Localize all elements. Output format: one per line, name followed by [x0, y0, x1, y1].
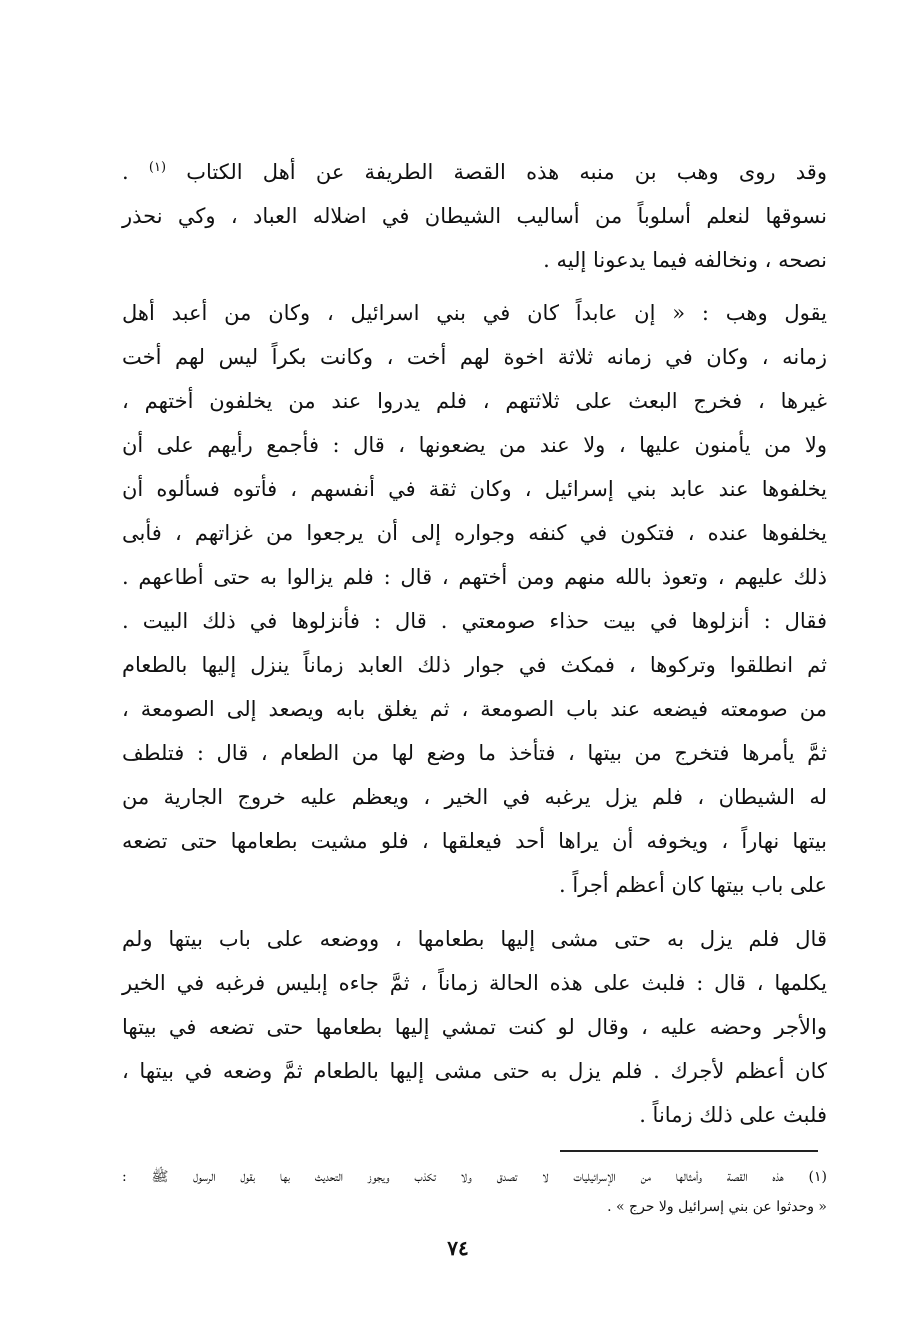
footnote	[122, 1162, 827, 1222]
paragraph-2-line: على باب بيتها كان أعظم أجراً .	[559, 873, 827, 897]
paragraph-2-line: غيرها ، فخرج البعث على ثلاثتهم ، فلم يدروا عند من يخلفون أختهم ،	[122, 389, 827, 413]
paragraph-3-line: والأجر وحضه عليه ، وقال لو كنت تمشي إليها بطعامها حتى تضعه في بيتها	[122, 1015, 827, 1039]
paragraph-2-line: ثمَّ يأمرها فتخرج من بيتها ، فتأخذ ما وضع لها من الطعام ، قال : فتلطف	[122, 741, 827, 765]
paragraph-2-line: له الشيطان ، فلم يزل يرغبه في الخير ، ويعظم عليه خروج الجارية من	[122, 785, 827, 809]
paragraph-3-line: قال فلم يزل به حتى مشى إليها بطعامها ، ووضعه على باب بيتها ولم	[122, 927, 827, 951]
paragraph-2-line: ذلك عليهم ، وتعوذ بالله منهم ومن أختهم ، قال : فلم يزالوا به حتى أطاعهم .	[122, 565, 827, 589]
paragraph-2-line: يخلفوها عنده ، فتكون في كنفه وجواره إلى أن يرجعوا من غزاتهم ، فأبى	[122, 521, 827, 545]
paragraph-1-line-2: نسوقها لنعلم أسلوباً من أساليب الشيطان في اضلاله العباد ، وكي نحذر	[122, 204, 827, 228]
paragraph-3	[122, 917, 827, 1137]
paragraph-1-line-1: وقد روى وهب بن منبه هذه القصة الطريفة عن أهل الكتاب $^{(١)}$ .	[122, 160, 827, 184]
paragraph-2	[122, 291, 827, 907]
paragraph-2-line: يقول وهب : « إن عابداً كان في بني اسرائيل ، وكان من أعبد أهل	[122, 301, 827, 325]
footnote-reference: (١)	[148, 160, 167, 175]
paragraph-2-line: بيتها نهاراً ، ويخوفه أن يراها أحد فيعلقها ، فلو مشيت بطعامها حتى تضعه	[122, 829, 827, 853]
paragraph-1	[122, 150, 827, 282]
paragraph-2-line: من صومعته فيضعه عند باب الصومعة ، ثم يغلق بابه ويصعد إلى الصومعة ،	[122, 697, 827, 721]
paragraph-2-line: فقال : أنزلوها في بيت حذاء صومعتي . قال : فأنزلوها في ذلك البيت .	[122, 609, 827, 633]
paragraph-1-line-3: نصحه ، ونخالفه فيما يدعونا إليه .	[543, 248, 827, 272]
footnote-line-2: « وحدثوا عن بني إسرائيل ولا حرج » .	[607, 1199, 827, 1215]
paragraph-2-line: زمانه ، وكان في زمانه ثلاثة اخوة لهم أخت ، وكانت بكراً ليس لهم أخت	[122, 345, 827, 369]
paragraph-3-line: يكلمها ، قال : فلبث على هذه الحالة زماناً ، ثمَّ جاءه إبليس فرغبه في الخير	[122, 971, 827, 995]
paragraph-2-line: يخلفوها عند عابد بني إسرائيل ، وكان ثقة في أنفسهم ، فأتوه فسألوه أن	[122, 477, 827, 501]
footnote-line-1: (١) هذه القصة وأمثالها من الإسرائيليات لا تصدق ولا تكذب ويجوز التحديث بها بقول الرسول ﷺ :	[122, 1169, 827, 1185]
page-number: ٧٤	[447, 1236, 469, 1260]
paragraph-3-line: كان أعظم لأجرك . فلم يزل به حتى مشى إليها بالطعام ثمَّ وضعه في بيتها ،	[122, 1059, 827, 1083]
footnote-divider	[560, 1150, 818, 1152]
paragraph-2-line: ولا من يأمنون عليها ، ولا عند من يضعونها ، قال : فأجمع رأيهم على أن	[122, 433, 827, 457]
paragraph-3-line: فلبث على ذلك زماناً .	[639, 1103, 827, 1127]
paragraph-2-line: ثم انطلقوا وتركوها ، فمكث في جوار ذلك العابد زماناً ينزل إليها بالطعام	[122, 653, 827, 677]
